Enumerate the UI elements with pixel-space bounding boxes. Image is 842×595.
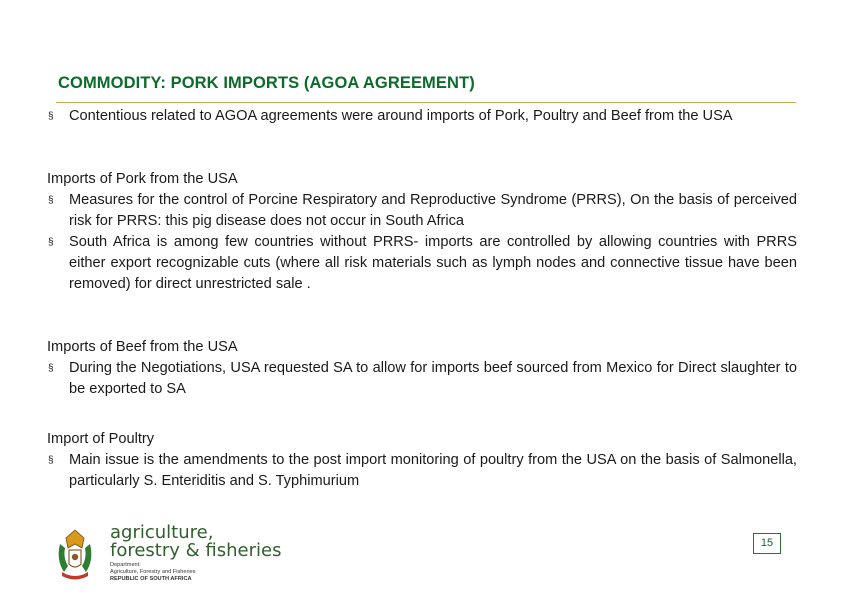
intro-bullet-text: Contentious related to AGOA agreements were around imports of Pork, Poultry and Beef from the USA bbox=[69, 108, 733, 124]
section-heading-beef: Imports of Beef from the USA bbox=[47, 339, 238, 355]
pork-bullet-2-text: South Africa is among few countries without PRRS- imports are controlled by allowing countries with PRRS either export recognizable cuts (where all risk materials such as lymph nodes and connective tissue have been removed) for direct unrestricted sale . bbox=[69, 234, 797, 292]
dept-line-1: Department: bbox=[110, 562, 141, 568]
bullet-marker: § bbox=[48, 237, 54, 248]
bullet-marker: § bbox=[48, 363, 54, 374]
beef-bullet-1 bbox=[47, 358, 797, 400]
dept-line-3: REPUBLIC OF SOUTH AFRICA bbox=[110, 576, 192, 582]
title-divider bbox=[56, 102, 796, 103]
beef-bullet-1-text: During the Negotiations, USA requested SA to allow for imports beef sourced from Mexico for Direct slaughter to be exported to SA bbox=[69, 360, 797, 397]
slide-title: COMMODITY: PORK IMPORTS (AGOA AGREEMENT) bbox=[58, 74, 475, 92]
bullet-marker: § bbox=[48, 195, 54, 206]
intro-bullet bbox=[47, 106, 797, 127]
dept-line-2: Agriculture, Forestry and Fisheries bbox=[110, 569, 196, 575]
poultry-bullet-1-text: Main issue is the amendments to the post import monitoring of poultry from the USA on the basis of Salmonella, particularly S. Enteriditis and S. Typhimurium bbox=[69, 452, 797, 489]
pork-bullet-1 bbox=[47, 190, 797, 232]
poultry-bullet-1 bbox=[47, 450, 797, 492]
pork-bullet-1-text: Measures for the control of Porcine Respiratory and Reproductive Syndrome (PRRS), On the basis of perceived risk for PRRS: this pig disease does not occur in South Africa bbox=[69, 192, 797, 229]
bullet-marker: § bbox=[48, 455, 54, 466]
section-heading-pork: Imports of Pork from the USA bbox=[47, 171, 238, 187]
department-logo bbox=[54, 520, 314, 586]
coat-of-arms-icon bbox=[54, 526, 96, 584]
logo-line-2: forestry & fisheries bbox=[110, 540, 282, 561]
logo-line-1: agriculture, bbox=[110, 522, 214, 543]
page-number: 15 bbox=[753, 533, 781, 554]
slide-content bbox=[47, 106, 797, 492]
section-heading-poultry: Import of Poultry bbox=[47, 431, 155, 447]
bullet-marker: § bbox=[48, 111, 54, 122]
pork-bullet-2 bbox=[47, 232, 797, 295]
